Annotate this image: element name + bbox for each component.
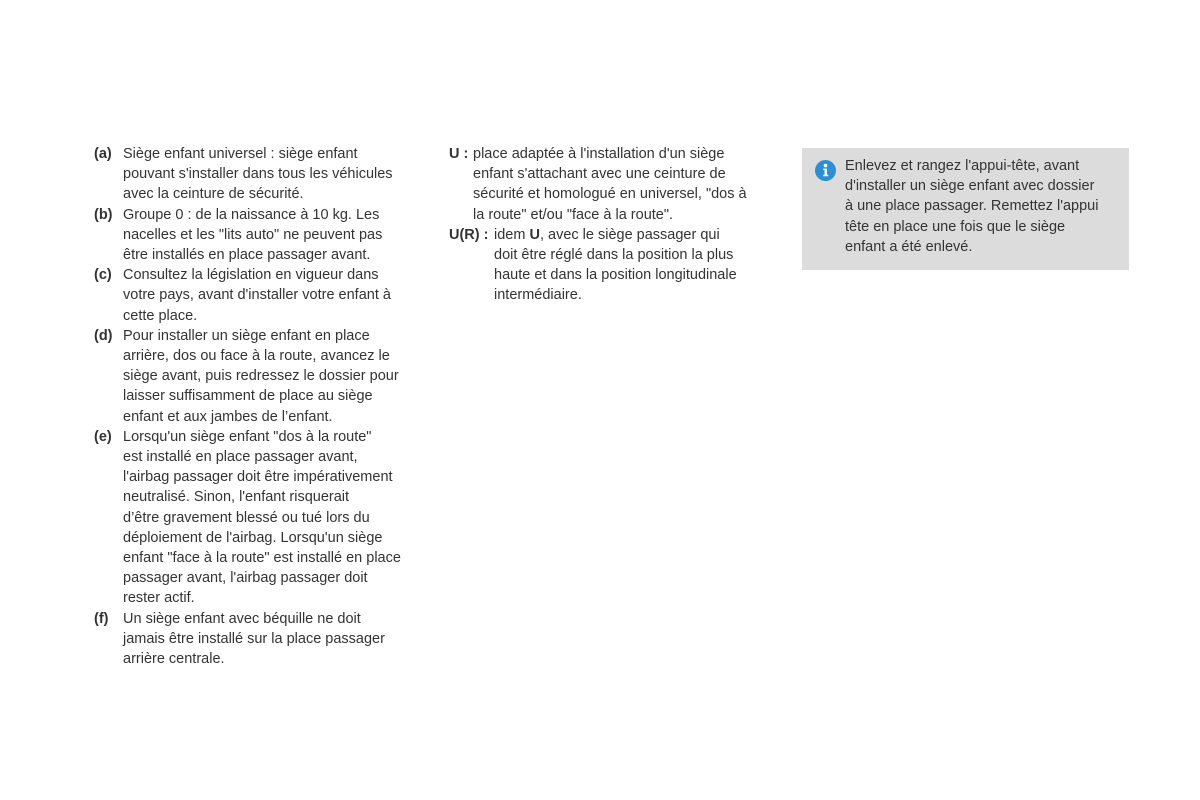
definition-term: (a) xyxy=(94,146,112,162)
info-icon xyxy=(815,160,836,181)
legend-text-ur-rest: , avec le siège passager qui doit être réglé dans la position la plus haute et dans la position longitudinale intermédiaire. xyxy=(494,226,737,304)
definition-text: Consultez la législation en vigueur dans votre pays, avant d'installer votre enfant à cette place. xyxy=(123,267,391,324)
definition-item-e xyxy=(94,427,429,609)
definition-item-f xyxy=(94,609,429,670)
definition-text: Siège enfant universel : siège enfant pouvant s'installer dans tous les véhicules avec la ceinture de sécurité. xyxy=(123,146,393,203)
definition-term: (f) xyxy=(94,610,109,627)
legend-text-ur xyxy=(494,225,779,306)
info-note-text: Enlevez et rangez l'appui-tête, avant d'installer un siège enfant avec dossier à une place passager. Remettez l'appui tête en place une fois que le siège enfant a été enlevé. xyxy=(845,158,1099,255)
definition-text: Lorsqu'un siège enfant "dos à la route" est installé en place passager avant, l'airbag passager doit être impérativement neutralisé. Sinon, l'enfant risquerait d’être gravement blessé ou tué lors du déploiement de l'airbag. Lorsqu'un siège enfant "face à la route" est installé en place passager avant, l'airbag passager doit rester actif. xyxy=(123,428,401,607)
info-note-box xyxy=(802,148,1129,270)
definition-item-a xyxy=(94,144,429,205)
definition-item-c xyxy=(94,265,429,326)
legend-term-ur: U(R) : xyxy=(449,226,489,243)
legend-text-u: place adaptée à l'installation d'un siège enfant s'attachant avec une ceinture de sécurité et homologué en universel, "dos à la route" et/ou "face à la route". xyxy=(473,146,747,223)
legend-item-u xyxy=(449,144,779,225)
definition-term: (d) xyxy=(94,327,113,344)
child-seat-definitions-list xyxy=(94,144,429,669)
definition-text: Pour installer un siège enfant en place arrière, dos ou face à la route, avancez le siège avant, puis redressez le dossier pour laisser suffisamment de place au siège enfant et aux jambes de l’enfant. xyxy=(123,327,399,425)
definition-item-d xyxy=(94,326,429,427)
definition-item-b xyxy=(94,205,429,266)
legend-term-u: U : xyxy=(449,146,469,162)
legend-item-ur xyxy=(449,225,779,306)
definition-term: (c) xyxy=(94,267,112,284)
legend-text-ur-bold: U xyxy=(529,226,540,243)
seat-position-legend xyxy=(449,144,779,306)
definition-term: (b) xyxy=(94,206,113,223)
legend-text-ur-prefix: idem xyxy=(494,226,530,243)
definition-term: (e) xyxy=(94,428,112,445)
definition-text: Groupe 0 : de la naissance à 10 kg. Les nacelles et les "lits auto" ne peuvent pas être installés en place passager avant. xyxy=(123,206,383,264)
definition-text: Un siège enfant avec béquille ne doit jamais être installé sur la place passager arrière centrale. xyxy=(123,610,385,668)
